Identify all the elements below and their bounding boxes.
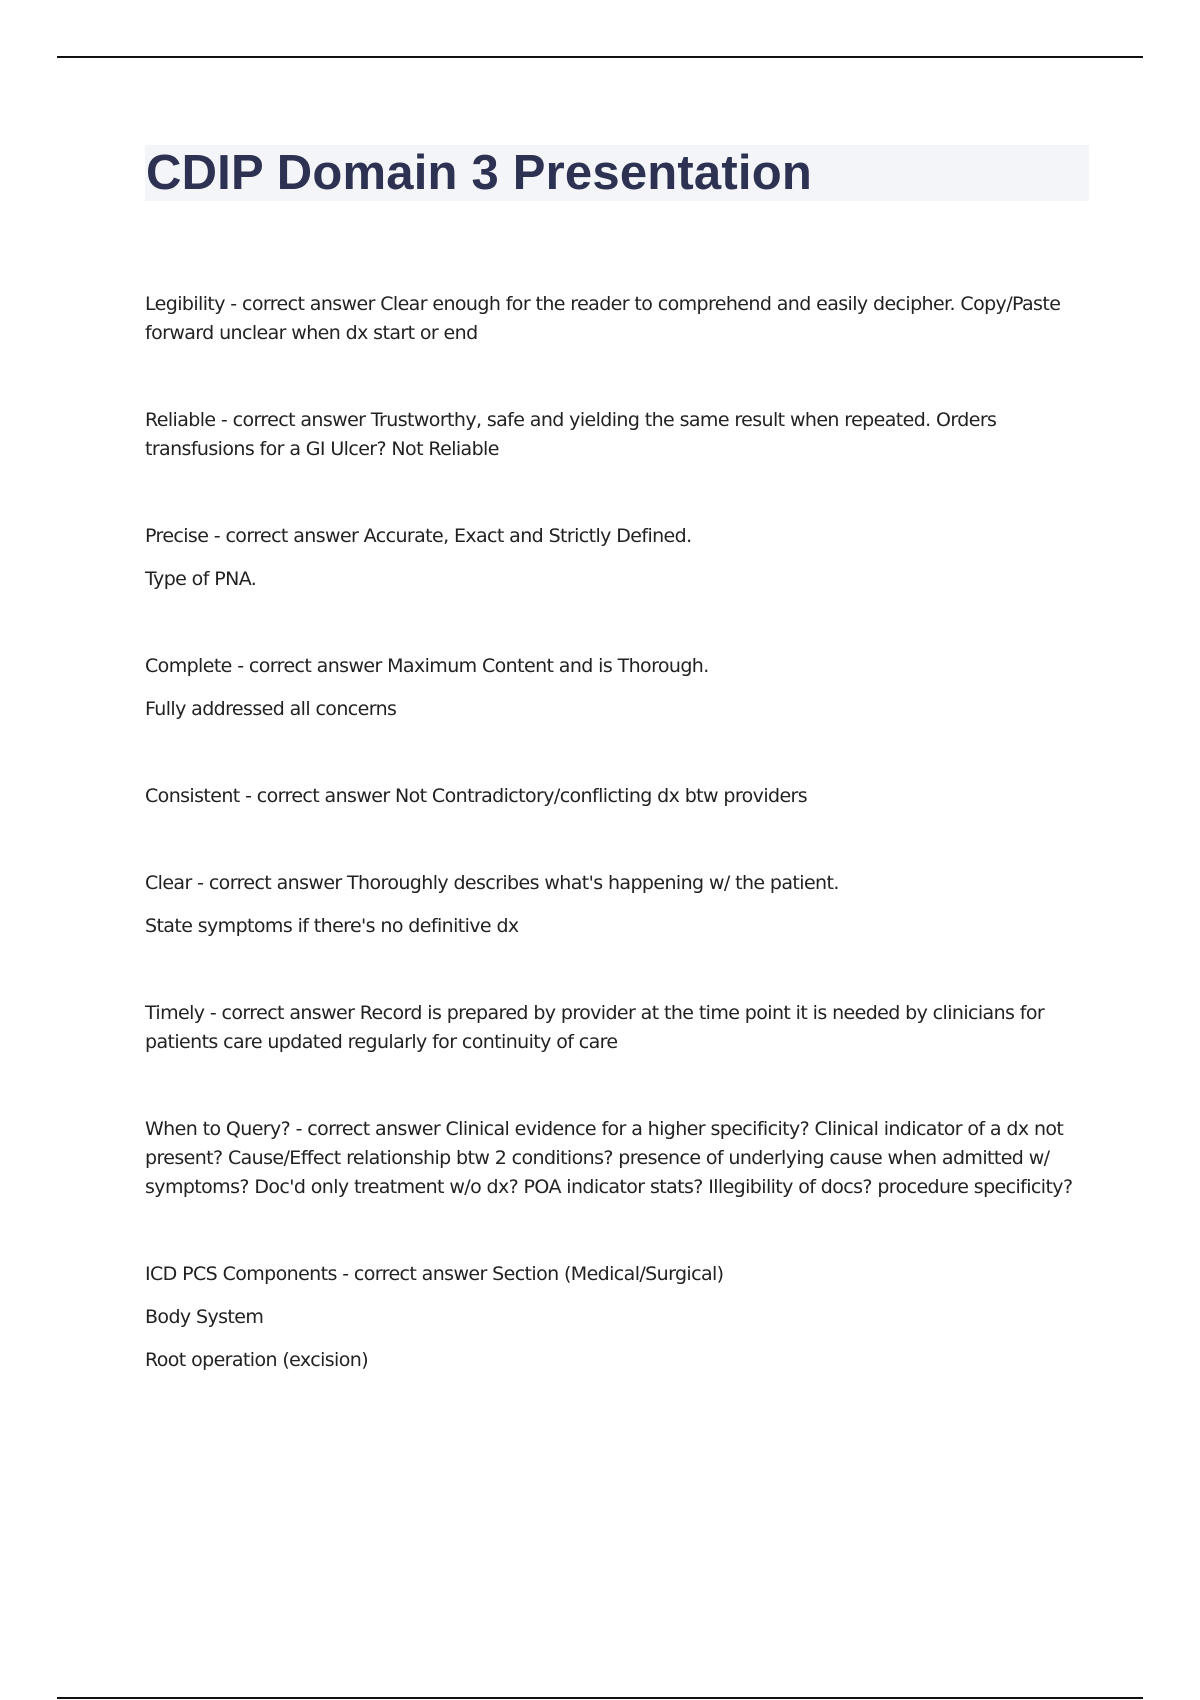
entry-consistent [145, 782, 1085, 811]
entry-text: Clear - correct answer Thoroughly describes what's happening w/ the patient. [145, 872, 839, 894]
entry-text: Fully addressed all concerns [145, 698, 397, 720]
entry-legibility [145, 290, 1085, 348]
entry-text: Type of PNA. [145, 568, 257, 590]
entry-text: Complete - correct answer Maximum Content and is Thorough. [145, 655, 709, 677]
entry-when-to-query [145, 1115, 1085, 1202]
entry-list [145, 290, 1085, 1433]
entry-text: Body System [145, 1306, 264, 1328]
entry-text: Precise - correct answer Accurate, Exact and Strictly Defined. [145, 525, 692, 547]
entry-icd-pcs-components [145, 1260, 1085, 1375]
entry-text: Timely - correct answer Record is prepared by provider at the time point it is needed by clinicians for patients care updated regularly for continuity of care [145, 1002, 1045, 1053]
entry-text: ICD PCS Components - correct answer Section (Medical/Surgical) [145, 1263, 724, 1285]
entry-timely [145, 999, 1085, 1057]
entry-text: Reliable - correct answer Trustworthy, safe and yielding the same result when repeated. Orders transfusions for a GI Ulcer? Not Reliable [145, 409, 997, 460]
entry-text: When to Query? - correct answer Clinical evidence for a higher specificity? Clinical indicator of a dx not present? Cause/Effect relationship btw 2 conditions? presence of underlying cause when admitted w/ symptoms? Doc'd only treatment w/o dx? POA indicator stats? Illegibility of docs? procedure specificity? [145, 1118, 1073, 1198]
entry-text: State symptoms if there's no definitive dx [145, 915, 519, 937]
document-title: CDIP Domain 3 Presentation [146, 146, 812, 200]
top-rule [57, 56, 1143, 58]
entry-clear [145, 869, 1085, 941]
entry-reliable [145, 406, 1085, 464]
entry-text: Legibility - correct answer Clear enough for the reader to comprehend and easily decipher. Copy/Paste forward unclear when dx start or end [145, 293, 1061, 344]
entry-precise [145, 522, 1085, 594]
entry-text: Root operation (excision) [145, 1349, 369, 1371]
entry-text: Consistent - correct answer Not Contradictory/conflicting dx btw providers [145, 785, 808, 807]
bottom-rule [57, 1697, 1143, 1699]
entry-complete [145, 652, 1085, 724]
